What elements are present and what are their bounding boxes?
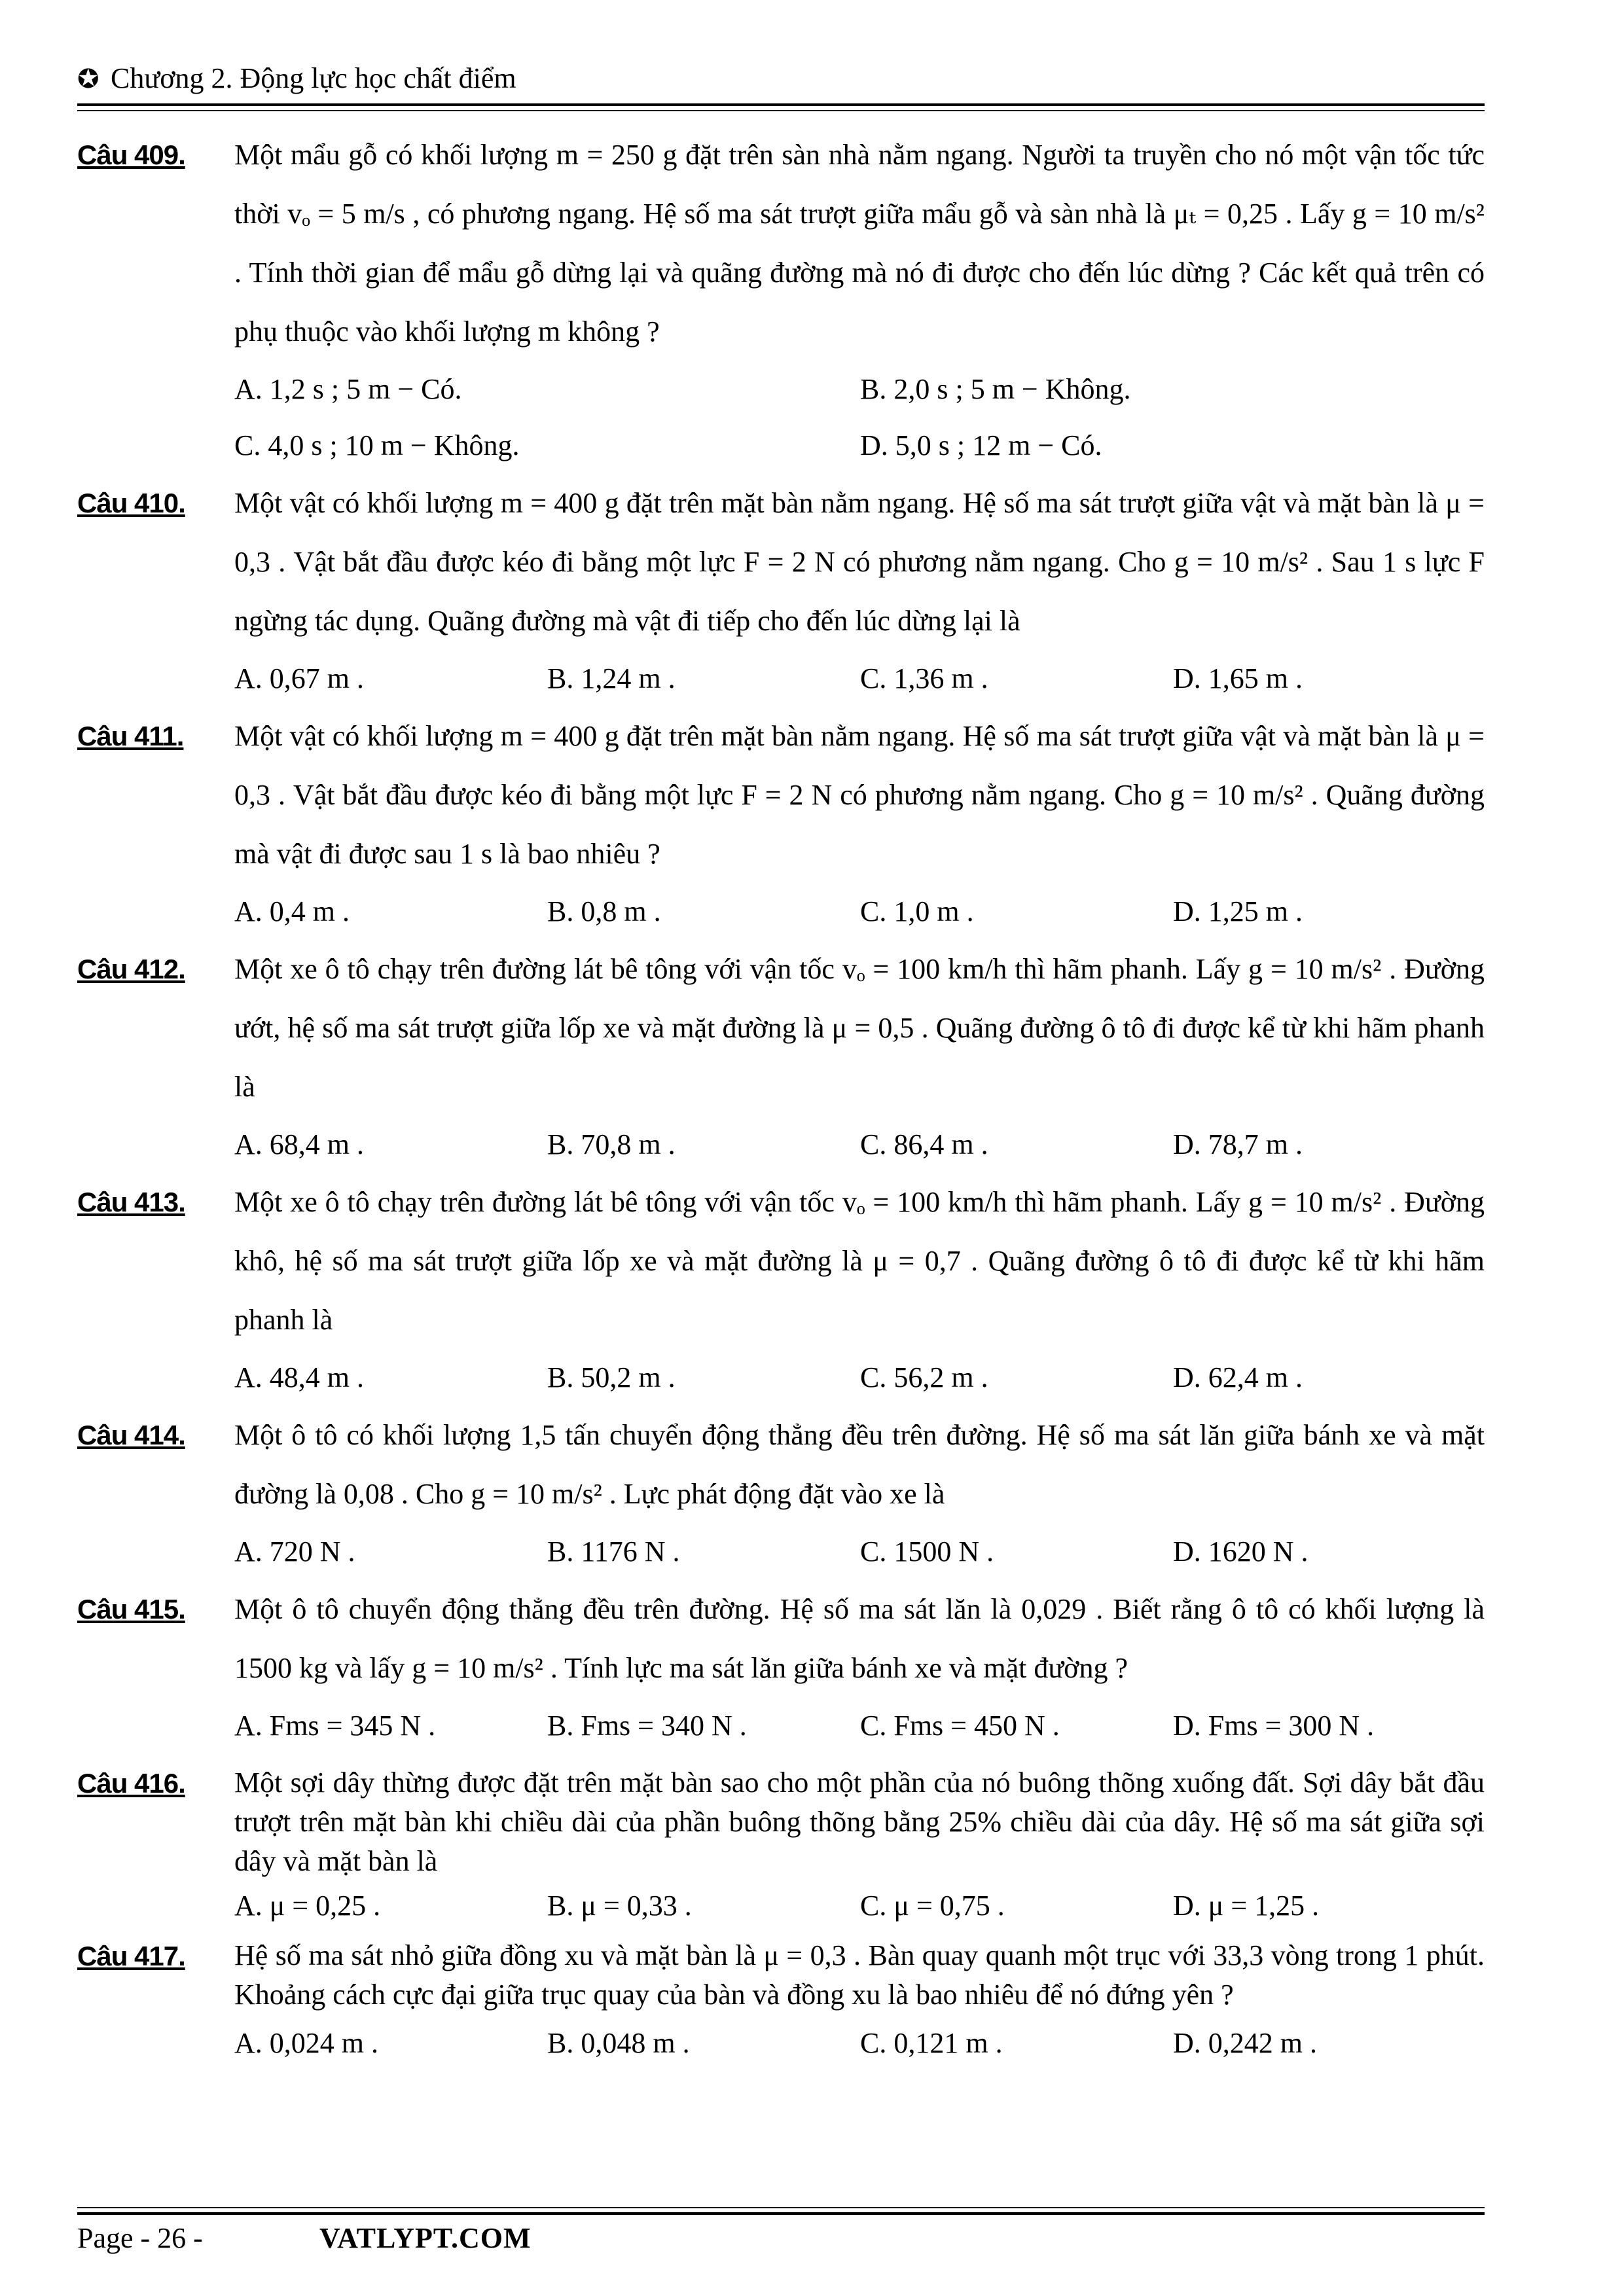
question-label: Câu 415. [77, 1594, 185, 1624]
question-411 [77, 707, 1485, 940]
option-a[interactable]: A. 1,2 s ; 5 m − Có. [234, 373, 462, 405]
page-number: Page - 26 - [77, 2222, 203, 2254]
question-text: Hệ số ma sát nhỏ giữa đồng xu và mặt bàn là μ = 0,3 . Bàn quay quanh một trục với 33,3 vòng trong 1 phút. Khoảng cách cực đại giữa trục quay của bàn và đồng xu là bao nhiêu để nó đứng yên ? [234, 1939, 1485, 2011]
option-c[interactable]: C. μ = 0,75 . [860, 1890, 1005, 1922]
answer-options [234, 1885, 1485, 1927]
option-b[interactable]: B. 50,2 m . [547, 1361, 676, 1393]
answer-options [234, 2018, 1485, 2068]
question-413 [77, 1173, 1485, 1406]
question-415 [77, 1580, 1485, 1754]
header-rule-thin [77, 110, 1485, 111]
footer-rule-thin [77, 2207, 1485, 2208]
footer-rule [77, 2212, 1485, 2215]
option-d[interactable]: D. 0,242 m . [1173, 2027, 1317, 2059]
option-d[interactable]: D. Fms = 300 N . [1173, 1710, 1375, 1742]
question-text: Một ô tô có khối lượng 1,5 tấn chuyển động thẳng đều trên đường. Hệ số ma sát lăn giữa bánh xe và mặt đường là 0,08 . Cho g = 10 m/s² . Lực phát động đặt vào xe là [234, 1419, 1485, 1510]
option-a[interactable]: A. μ = 0,25 . [234, 1890, 381, 1922]
option-d[interactable]: D. 1,65 m . [1173, 662, 1303, 694]
question-list [77, 126, 1485, 2068]
option-b[interactable]: B. 1,24 m . [547, 662, 676, 694]
option-a[interactable]: A. 68,4 m . [234, 1128, 364, 1160]
option-b[interactable]: B. 2,0 s ; 5 m − Không. [860, 373, 1131, 405]
option-b[interactable]: B. 0,048 m . [547, 2027, 690, 2059]
option-d[interactable]: D. 78,7 m . [1173, 1128, 1303, 1160]
question-label: Câu 412. [77, 954, 185, 984]
option-a[interactable]: A. 0,024 m . [234, 2027, 378, 2059]
answer-options [234, 1117, 1485, 1173]
question-416 [77, 1754, 1485, 1927]
site-name[interactable]: VATLYPT.COM [319, 2222, 532, 2254]
option-b[interactable]: B. 0,8 m . [547, 895, 661, 927]
page-header [77, 60, 1485, 98]
question-417 [77, 1927, 1485, 2068]
question-text: Một xe ô tô chạy trên đường lát bê tông với vận tốc vₒ = 100 km/h thì hãm phanh. Lấy g = 10 m/s² . Đường khô, hệ số ma sát trượt giữa lốp xe và mặt đường là μ = 0,7 . Quãng đường ô tô đi được kể từ khi hãm phanh là [234, 1186, 1485, 1336]
option-b[interactable]: B. 1176 N . [547, 1535, 680, 1568]
option-d[interactable]: D. μ = 1,25 . [1173, 1890, 1320, 1922]
option-c[interactable]: C. Fms = 450 N . [860, 1710, 1060, 1742]
question-label: Câu 414. [77, 1420, 185, 1450]
answer-options [234, 1524, 1485, 1580]
question-412 [77, 940, 1485, 1173]
option-b[interactable]: B. 70,8 m . [547, 1128, 676, 1160]
question-label: Câu 409. [77, 139, 185, 170]
option-c[interactable]: C. 0,121 m . [860, 2027, 1003, 2059]
option-a[interactable]: A. 0,67 m . [234, 662, 364, 694]
chapter-title: Chương 2. Động lực học chất điểm [111, 62, 516, 94]
question-text: Một xe ô tô chạy trên đường lát bê tông với vận tốc vₒ = 100 km/h thì hãm phanh. Lấy g = 10 m/s² . Đường ướt, hệ số ma sát trượt giữa lốp xe và mặt đường là μ = 0,5 . Quãng đường ô tô đi được kể từ khi hãm phanh là [234, 953, 1485, 1103]
option-a[interactable]: A. 0,4 m . [234, 895, 350, 927]
answer-options [234, 1350, 1485, 1406]
option-b[interactable]: B. μ = 0,33 . [547, 1890, 692, 1922]
option-d[interactable]: D. 1620 N . [1173, 1535, 1308, 1568]
question-414 [77, 1406, 1485, 1580]
answer-options [234, 1698, 1485, 1754]
question-label: Câu 410. [77, 488, 185, 518]
question-text: Một mẩu gỗ có khối lượng m = 250 g đặt trên sàn nhà nằm ngang. Người ta truyền cho nó một vận tốc tức thời vₒ = 5 m/s , có phương ngang. Hệ số ma sát trượt giữa mẩu gỗ và sàn nhà là μₜ = 0,25 . Lấy g = 10 m/s² . Tính thời gian để mẩu gỗ dừng lại và quãng đường mà nó đi được cho đến lúc dừng ? Các kết quả trên có phụ thuộc vào khối lượng m không ? [234, 139, 1485, 348]
question-409 [77, 126, 1485, 474]
question-410 [77, 474, 1485, 707]
option-d[interactable]: D. 5,0 s ; 12 m − Có. [860, 429, 1102, 461]
question-text: Một vật có khối lượng m = 400 g đặt trên mặt bàn nằm ngang. Hệ số ma sát trượt giữa vật và mặt bàn là μ = 0,3 . Vật bắt đầu được kéo đi bằng một lực F = 2 N có phương nằm ngang. Cho g = 10 m/s² . Quãng đường mà vật đi được sau 1 s là bao nhiêu ? [234, 720, 1485, 870]
answer-options [234, 884, 1485, 940]
option-d[interactable]: D. 1,25 m . [1173, 895, 1303, 927]
page-footer [77, 2217, 1485, 2259]
answer-options [234, 361, 1485, 474]
question-text: Một sợi dây thừng được đặt trên mặt bàn sao cho một phần của nó buông thõng xuống đất. Sợi dây bắt đầu trượt trên mặt bàn khi chiều dài của phần buông thõng bằng 25% chiều dài của dây. Hệ số ma sát giữa sợi dây và mặt bàn là [234, 1767, 1485, 1877]
option-a[interactable]: A. 720 N . [234, 1535, 355, 1568]
answer-options [234, 651, 1485, 707]
header-rule [77, 103, 1485, 106]
question-label: Câu 411. [77, 721, 184, 751]
question-label: Câu 416. [77, 1768, 185, 1799]
option-c[interactable]: C. 56,2 m . [860, 1361, 988, 1393]
option-a[interactable]: A. Fms = 345 N . [234, 1710, 436, 1742]
option-c[interactable]: C. 4,0 s ; 10 m − Không. [234, 429, 520, 461]
option-c[interactable]: C. 1,0 m . [860, 895, 974, 927]
option-b[interactable]: B. Fms = 340 N . [547, 1710, 747, 1742]
question-text: Một ô tô chuyển động thẳng đều trên đường. Hệ số ma sát lăn là 0,029 . Biết rằng ô tô có khối lượng là 1500 kg và lấy g = 10 m/s² . Tính lực ma sát lăn giữa bánh xe và mặt đường ? [234, 1593, 1485, 1684]
question-label: Câu 413. [77, 1187, 185, 1217]
question-label: Câu 417. [77, 1941, 185, 1971]
question-text: Một vật có khối lượng m = 400 g đặt trên mặt bàn nằm ngang. Hệ số ma sát trượt giữa vật và mặt bàn là μ = 0,3 . Vật bắt đầu được kéo đi bằng một lực F = 2 N có phương nằm ngang. Cho g = 10 m/s² . Sau 1 s lực F ngừng tác dụng. Quãng đường mà vật đi tiếp cho đến lúc dừng lại là [234, 487, 1485, 637]
option-c[interactable]: C. 86,4 m . [860, 1128, 988, 1160]
option-c[interactable]: C. 1,36 m . [860, 662, 988, 694]
option-c[interactable]: C. 1500 N . [860, 1535, 994, 1568]
option-d[interactable]: D. 62,4 m . [1173, 1361, 1303, 1393]
star-icon: ✪ [77, 64, 99, 94]
option-a[interactable]: A. 48,4 m . [234, 1361, 364, 1393]
